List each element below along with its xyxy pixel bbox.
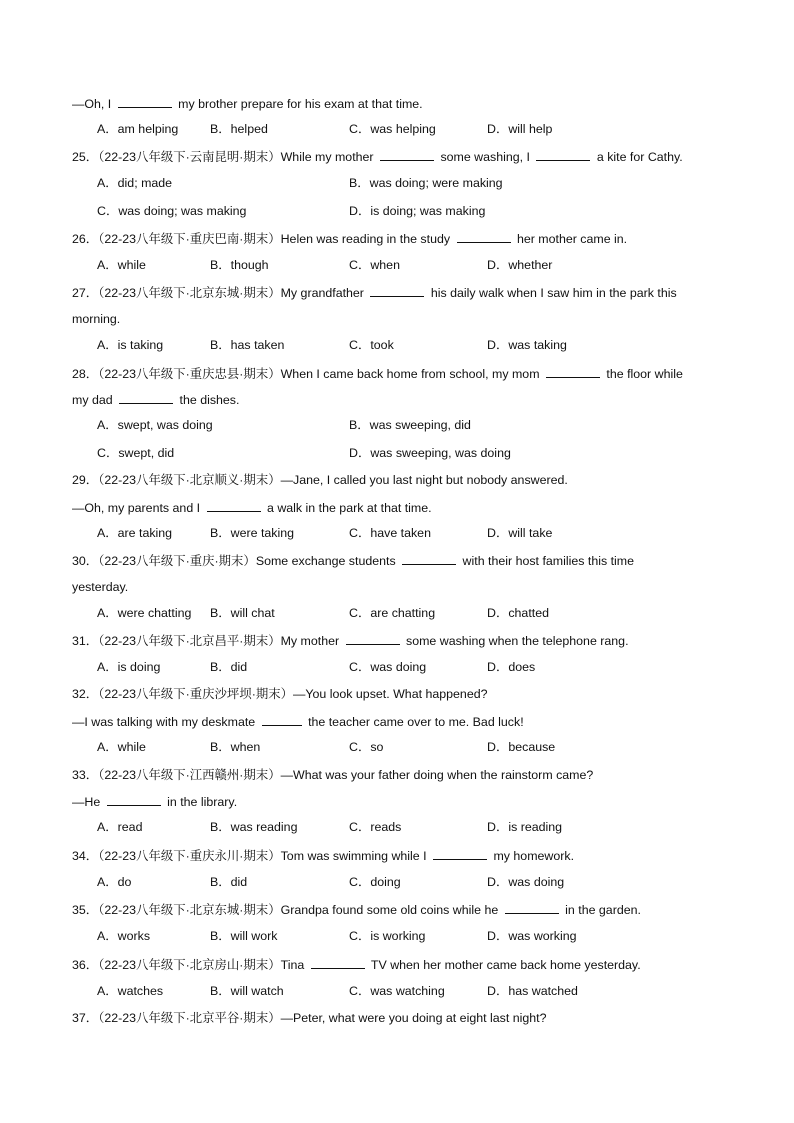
option-a[interactable]: A．is taking [97, 338, 164, 352]
question-text: some washing when the telephone rang. [402, 634, 629, 648]
question-text: 36．（22-23八年级下·北京房山·期末）Tina [72, 958, 308, 972]
question-33-stem: 33．（22-23八年级下·江西赣州·期末）—What was your father doing when the rainstorm came? [72, 768, 594, 782]
question-text: her mother came in. [513, 232, 628, 246]
answer-blank [370, 284, 424, 297]
question-36-stem [72, 956, 724, 973]
answer-blank [457, 230, 511, 243]
question-text: 31．（22-23八年级下·北京昌平·期末）My mother [72, 634, 343, 648]
option-d[interactable]: D．was working [487, 929, 577, 943]
question-text: 27．（22-23八年级下·北京东城·期末）My grandfather [72, 286, 368, 300]
option-a[interactable]: A．am helping [97, 122, 179, 136]
answer-blank [402, 552, 456, 565]
question-text: in the garden. [561, 903, 641, 917]
question-text: 34．（22-23八年级下·重庆永川·期末）Tom was swimming while I [72, 849, 431, 863]
question-text: my homework. [490, 849, 575, 863]
option-a[interactable]: A．while [97, 740, 146, 754]
option-c[interactable]: C．have taken [349, 526, 431, 540]
question-text: a kite for Cathy. [593, 150, 683, 164]
question-text: his daily walk when I saw him in the park this [427, 286, 677, 300]
option-c[interactable]: C．doing [349, 875, 401, 889]
question-text: —Oh, I [72, 97, 115, 111]
option-b[interactable]: B．was sweeping, did [349, 418, 471, 432]
option-a[interactable]: A．do [97, 875, 132, 889]
question-32-stem-cont [72, 713, 724, 730]
question-text: 35．（22-23八年级下·北京东城·期末）Grandpa found some old coins while he [72, 903, 502, 917]
option-b[interactable]: B．was doing; were making [349, 176, 503, 190]
question-26-stem [72, 230, 724, 247]
question-text: the teacher came over to me. Bad luck! [304, 715, 524, 729]
question-text: some washing, I [437, 150, 534, 164]
question-29-stem: 29．（22-23八年级下·北京顺义·期末）—Jane, I called you last night but nobody answered. [72, 473, 568, 487]
question-text: the dishes. [176, 393, 240, 407]
option-b[interactable]: B．will chat [210, 606, 275, 620]
option-a[interactable]: A．is doing [97, 660, 161, 674]
answer-blank [118, 95, 172, 108]
answer-blank [207, 499, 261, 512]
answer-blank [505, 901, 559, 914]
question-text: my dad [72, 393, 117, 407]
option-b[interactable]: B．was reading [210, 820, 298, 834]
option-a[interactable]: A．were chatting [97, 606, 192, 620]
answer-blank [262, 713, 302, 726]
question-text: —I was talking with my deskmate [72, 715, 259, 729]
question-text: 25．（22-23八年级下·云南昆明·期末）While my mother [72, 150, 377, 164]
question-text: —Oh, my parents and I [72, 501, 204, 515]
option-b[interactable]: B．though [210, 258, 269, 272]
answer-blank [346, 632, 400, 645]
answer-blank [380, 148, 434, 161]
option-a[interactable]: A．works [97, 929, 151, 943]
question-37-stem: 37．（22-23八年级下·北京平谷·期末）—Peter, what were you doing at eight last night? [72, 1011, 547, 1025]
question-28-stem [72, 365, 724, 382]
answer-blank [107, 793, 161, 806]
answer-blank [536, 148, 590, 161]
option-a[interactable]: A．read [97, 820, 143, 834]
option-d[interactable]: D．has watched [487, 984, 578, 998]
option-b[interactable]: B．did [210, 875, 248, 889]
option-d[interactable]: D．will help [487, 122, 553, 136]
option-b[interactable]: B．helped [210, 122, 268, 136]
option-b[interactable]: B．were taking [210, 526, 295, 540]
option-c[interactable]: C．was doing [349, 660, 427, 674]
question-34-stem [72, 847, 724, 864]
option-c[interactable]: C．was watching [349, 984, 445, 998]
option-c[interactable]: C．was helping [349, 122, 436, 136]
option-b[interactable]: B．will work [210, 929, 278, 943]
option-c[interactable]: C．reads [349, 820, 402, 834]
option-c[interactable]: C．was doing; was making [97, 204, 247, 218]
option-a[interactable]: A．swept, was doing [97, 418, 213, 432]
option-c[interactable]: C．so [349, 740, 384, 754]
question-32-stem: 32．（22-23八年级下·重庆沙坪坝·期末）—You look upset. What happened? [72, 687, 488, 701]
question-28-stem-cont [72, 391, 724, 408]
option-d[interactable]: D．because [487, 740, 556, 754]
option-d[interactable]: D．is doing; was making [349, 204, 486, 218]
option-d[interactable]: D．is reading [487, 820, 563, 834]
answer-blank [433, 847, 487, 860]
question-29-stem-cont [72, 499, 724, 516]
option-d[interactable]: D．whether [487, 258, 553, 272]
option-a[interactable]: A．did; made [97, 176, 173, 190]
option-c[interactable]: C．when [349, 258, 400, 272]
question-text: 28．（22-23八年级下·重庆忠县·期末）When I came back home from school, my mom [72, 367, 543, 381]
answer-blank [311, 956, 365, 969]
question-text: the floor while [602, 367, 683, 381]
option-c[interactable]: C．took [349, 338, 394, 352]
question-text: my brother prepare for his exam at that time. [174, 97, 423, 111]
question-24-dialog-line [72, 95, 724, 112]
question-25-stem [72, 148, 724, 165]
option-c[interactable]: C．swept, did [97, 446, 175, 460]
option-d[interactable]: D．was doing [487, 875, 565, 889]
option-d[interactable]: D．will take [487, 526, 553, 540]
question-text: 30．（22-23八年级下·重庆·期末）Some exchange students [72, 554, 400, 568]
option-d[interactable]: D．does [487, 660, 536, 674]
answer-blank [119, 391, 173, 404]
question-27-stem-cont: morning. [72, 312, 121, 326]
option-a[interactable]: A．while [97, 258, 146, 272]
question-text: 26．（22-23八年级下·重庆巴南·期末）Helen was reading in the study [72, 232, 454, 246]
option-b[interactable]: B．will watch [210, 984, 284, 998]
option-b[interactable]: B．has taken [210, 338, 285, 352]
option-d[interactable]: D．chatted [487, 606, 549, 620]
question-33-stem-cont [72, 793, 724, 810]
option-a[interactable]: A．are taking [97, 526, 173, 540]
option-a[interactable]: A．watches [97, 984, 164, 998]
question-text: with their host families this time [459, 554, 635, 568]
question-text: TV when her mother came back home yesterday. [367, 958, 641, 972]
option-c[interactable]: C．are chatting [349, 606, 436, 620]
question-text: —He [72, 795, 104, 809]
question-text: in the library. [163, 795, 238, 809]
question-text: a walk in the park at that time. [263, 501, 432, 515]
option-c[interactable]: C．is working [349, 929, 426, 943]
question-35-stem [72, 901, 724, 918]
answer-blank [546, 365, 600, 378]
question-30-stem [72, 552, 724, 569]
option-d[interactable]: D．was taking [487, 338, 567, 352]
question-30-stem-cont: yesterday. [72, 580, 129, 594]
question-31-stem [72, 632, 724, 649]
option-b[interactable]: B．when [210, 740, 261, 754]
option-d[interactable]: D．was sweeping, was doing [349, 446, 511, 460]
question-27-stem [72, 284, 724, 301]
option-b[interactable]: B．did [210, 660, 248, 674]
